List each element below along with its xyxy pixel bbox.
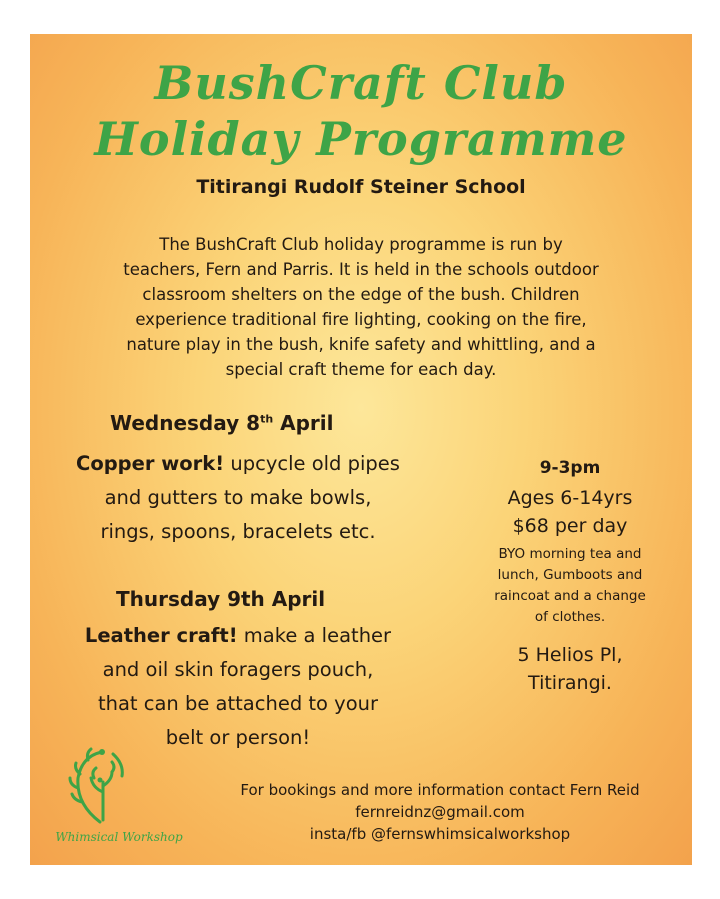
time-info: 9-3pm bbox=[539, 458, 601, 478]
intro-line: classroom shelters on the edge of the bush. Children bbox=[142, 285, 580, 304]
ages-info: Ages 6-14yrs bbox=[507, 487, 633, 509]
byo-info bbox=[460, 544, 680, 628]
thursday-activity-title: Leather craft! bbox=[84, 624, 238, 647]
thursday-activity-text: and oil skin foragers pouch, bbox=[102, 658, 374, 681]
wednesday-activity bbox=[38, 447, 438, 549]
wednesday-month: April bbox=[280, 411, 334, 435]
wednesday-activity-text: rings, spoons, bracelets etc. bbox=[100, 520, 376, 543]
intro-paragraph bbox=[58, 232, 664, 382]
intro-line: experience traditional fire lighting, cooking on the fire, bbox=[135, 310, 587, 329]
intro-line: teachers, Fern and Parris. It is held in the schools outdoor bbox=[123, 260, 599, 279]
wednesday-activity-text: and gutters to make bowls, bbox=[104, 486, 372, 509]
address-line: Titirangi. bbox=[528, 672, 612, 694]
byo-line: raincoat and a change bbox=[494, 588, 646, 604]
contact-social: insta/fb @fernswhimsicalworkshop bbox=[309, 825, 571, 843]
wednesday-day: Wednesday 8 bbox=[110, 411, 261, 435]
thursday-activity-text: belt or person! bbox=[165, 726, 311, 749]
wednesday-day-suffix: th bbox=[260, 412, 274, 426]
thursday-activity-text: that can be attached to your bbox=[97, 692, 379, 715]
byo-line: BYO morning tea and bbox=[498, 546, 642, 562]
wednesday-heading bbox=[110, 411, 334, 435]
school-name: Titirangi Rudolf Steiner School bbox=[196, 176, 526, 198]
poster bbox=[30, 34, 692, 865]
byo-line: of clothes. bbox=[534, 609, 606, 625]
whimsical-workshop-logo-icon bbox=[38, 742, 188, 832]
contact-line: For bookings and more information contact Fern Reid bbox=[240, 781, 640, 799]
wednesday-activity-title: Copper work! bbox=[76, 452, 225, 475]
price-info: $68 per day bbox=[512, 515, 628, 537]
contact-info bbox=[200, 779, 680, 845]
address-info bbox=[460, 641, 680, 697]
contact-email: fernreidnz@gmail.com bbox=[355, 803, 525, 821]
intro-line: The BushCraft Club holiday programme is run by bbox=[159, 235, 563, 254]
poster-title-line2: Holiday Programme bbox=[94, 112, 628, 166]
intro-line: special craft theme for each day. bbox=[225, 360, 497, 379]
address-line: 5 Helios Pl, bbox=[517, 644, 623, 666]
whimsical-workshop-logo bbox=[38, 742, 188, 862]
byo-line: lunch, Gumboots and bbox=[497, 567, 643, 583]
intro-line: nature play in the bush, knife safety and whittling, and a bbox=[126, 335, 596, 354]
logo-text: Whimsical Workshop bbox=[55, 830, 183, 844]
thursday-activity bbox=[38, 619, 438, 755]
thursday-heading: Thursday 9th April bbox=[116, 587, 326, 611]
wednesday-activity-text: upcycle old pipes bbox=[230, 452, 400, 475]
poster-title-line1: BushCraft Club bbox=[154, 56, 568, 110]
thursday-activity-text: make a leather bbox=[243, 624, 392, 647]
